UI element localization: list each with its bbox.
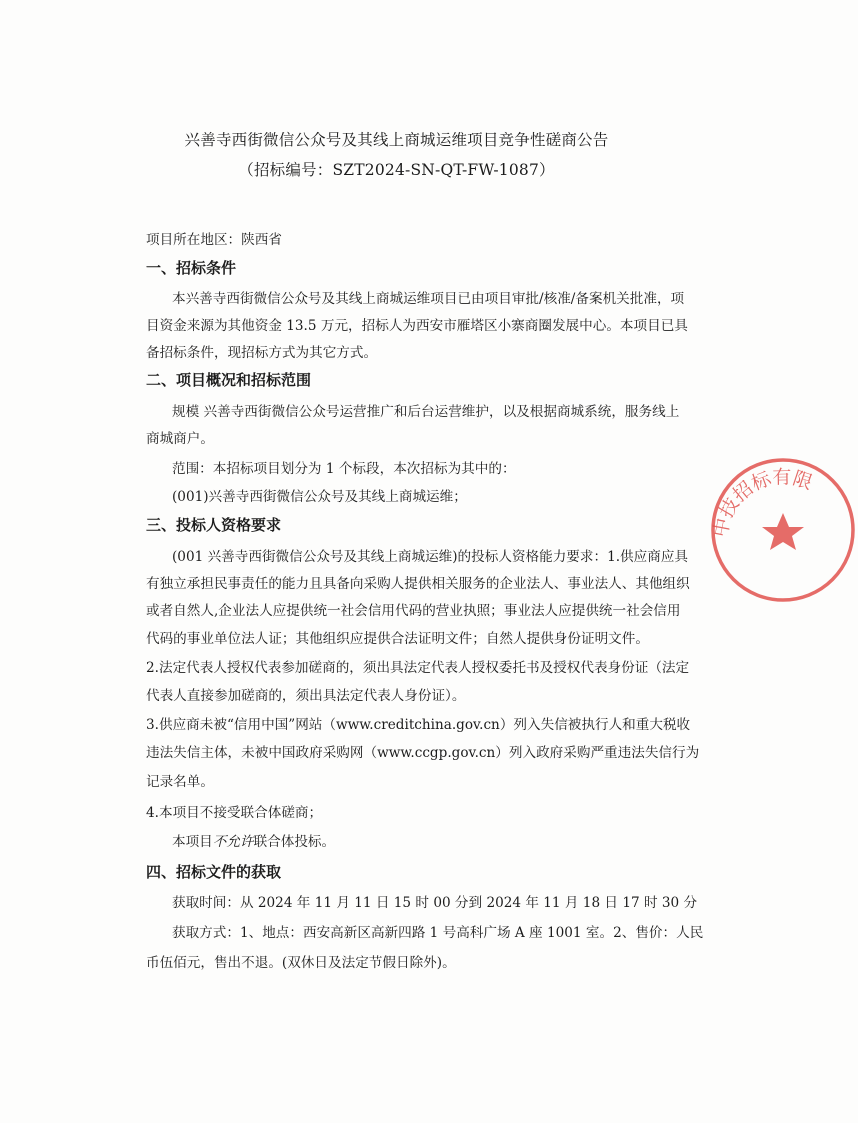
section-3-text: [172, 832, 666, 852]
section-1-heading: 一、招标条件: [146, 259, 237, 277]
section-2-text: 商城商户。: [146, 431, 214, 447]
section-3-text: 3.供应商未被“信用中国”网站（www.creditchina.gov.cn）列入失信被执行人和重大税收: [146, 717, 691, 733]
section-1-text: 本兴善寺西街微信公众号及其线上商城运维项目已由项目审批/核准/备案机关批准，项: [172, 291, 685, 307]
section-2-text: (001)兴善寺西街微信公众号及其线上商城运维；: [172, 489, 467, 505]
section-2-text: 规模 兴善寺西街微信公众号运营推广和后台运营维护，以及根据商城系统，服务线上: [172, 404, 680, 420]
section-3-text: 代表人直接参加磋商的，须出具法定代表人身份证）。: [146, 688, 466, 704]
section-4-text: 币伍佰元，售出不退。(双休日及法定节假日除外)。: [146, 955, 456, 971]
section-3-text: (001 兴善寺西街微信公众号及其线上商城运维)的投标人资格能力要求：1.供应商应具: [172, 549, 689, 565]
section-4-heading: 四、招标文件的获取: [146, 863, 282, 881]
section-3-text: 违法失信主体，未被中国政府采购网（www.ccgp.gov.cn）列入政府采购严重违法失信行为: [146, 745, 700, 761]
seal-text: 中技招标有限: [709, 466, 816, 540]
company-seal: [708, 455, 858, 605]
notice-title: 兴善寺西街微信公众号及其线上商城运维项目竞争性磋商公告: [184, 131, 609, 149]
project-region: 项目所在地区：陕西省: [146, 232, 282, 248]
section-3-text: 或者自然人,企业法人应提供统一社会信用代码的营业执照；事业法人应提供统一社会信用: [146, 603, 681, 619]
section-3-text: 代码的事业单位法人证；其他组织应提供合法证明文件；自然人提供身份证明文件。: [146, 631, 649, 647]
section-3-heading: 三、投标人资格要求: [146, 516, 282, 534]
section-3-text: 2.法定代表人授权代表参加磋商的，须出具法定代表人授权委托书及授权代表身份证（法定: [146, 660, 690, 676]
section-3-text: 有独立承担民事责任的能力且具备向采购人提供相关服务的企业法人、事业法人、其他组织: [146, 576, 690, 592]
text-run-italic: 不允许: [212, 834, 254, 850]
star-icon: [762, 513, 804, 550]
section-2-text: 范围：本招标项目划分为 1 个标段，本次招标为其中的：: [172, 461, 516, 477]
section-4-text: 获取方式：1、地点：西安高新区高新四路 1 号高科广场 A 座 1001 室。2、售价：人民: [172, 925, 704, 941]
section-3-text: 记录名单。: [146, 774, 214, 790]
text-run: 联合体投标。: [253, 834, 336, 850]
section-1-text: 备招标条件，现招标方式为其它方式。: [146, 345, 378, 361]
bid-number: （招标编号：SZT2024-SN-QT-FW-1087）: [238, 161, 555, 179]
section-4-text: 获取时间：从 2024 年 11 月 11 日 15 时 00 分到 2024 年 11 月 18 日 17 时 30 分: [172, 895, 698, 911]
text-run: 本项目: [172, 834, 213, 850]
section-2-heading: 二、项目概况和招标范围: [146, 371, 312, 389]
section-1-text: 目资金来源为其他资金 13.5 万元，招标人为西安市雁塔区小寨商圈发展中心。本项目已具: [146, 318, 688, 334]
section-3-text: 4.本项目不接受联合体磋商；: [146, 805, 323, 821]
